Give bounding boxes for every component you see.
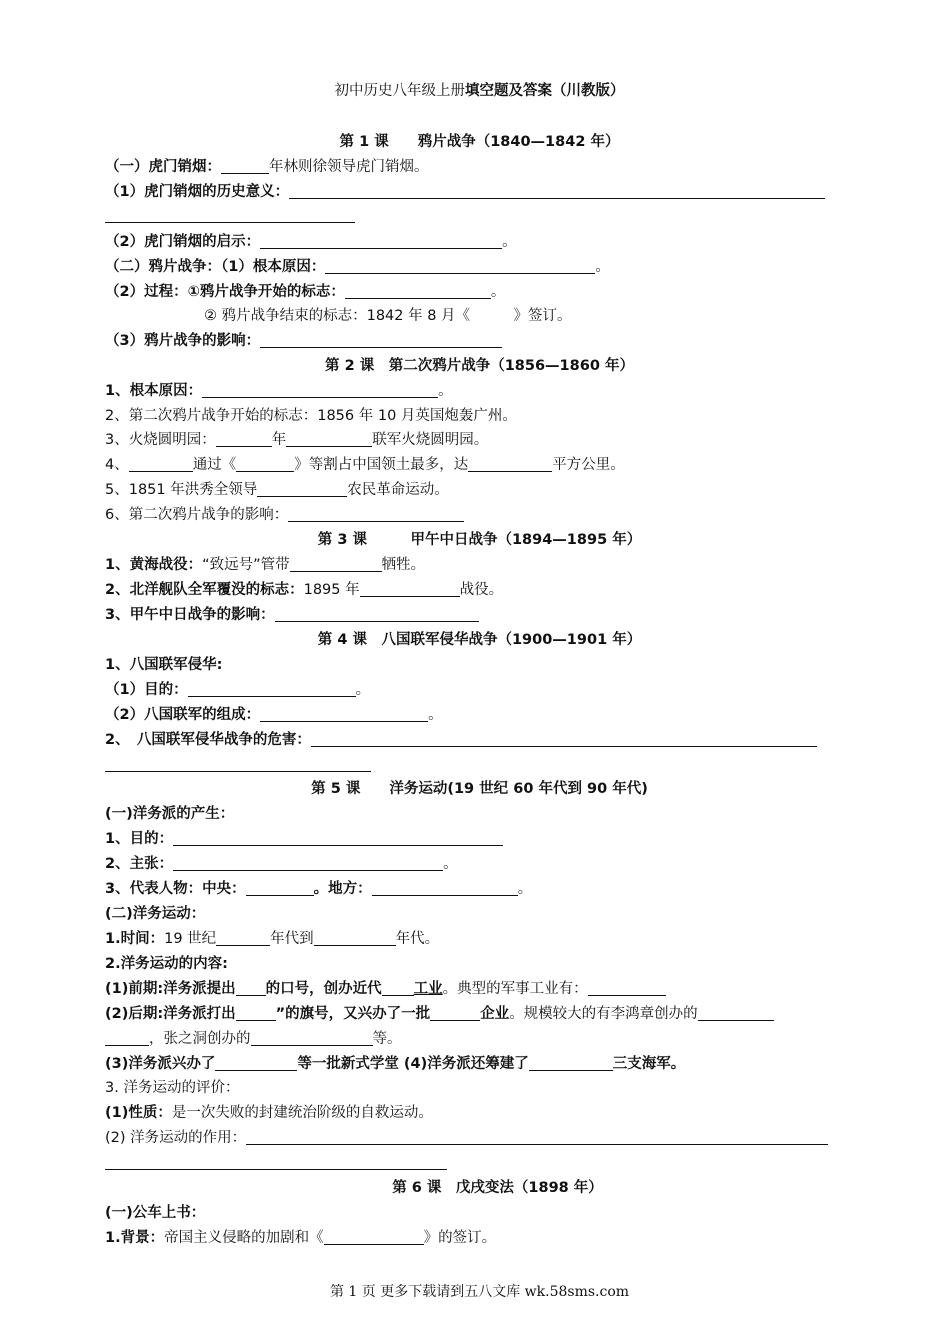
question-l2-4: 4、 通过《 》等割占中国领土最多，达 平方公里。 (105, 453, 854, 477)
question-l1-6: ② 鸦片战争结束的标志：1842 年 8 月《 》签订。 (204, 308, 572, 324)
question-l2-6: 6、第二次鸦片战争的影响： (105, 503, 854, 527)
question-l1-4: （二）鸦片战争：（1）根本原因： 。 (105, 255, 854, 279)
question-l1-3: （2）虎门销烟的启示： 。 (105, 230, 854, 254)
question-l5-9: (2)后期:洋务派打出 ”的旗号，又兴办了一批 企业。规模较大的有李鸿章创办的 (105, 1002, 854, 1026)
question-l5-7: 2.洋务运动的内容: (105, 956, 228, 972)
question-l5-3: 2、主张： 。 (105, 852, 854, 876)
question-l5-11: (3)洋务派兴办了 等一批新式学堂 (4)洋务派还筹建了 三支海军。 (105, 1052, 854, 1076)
question-l5-2: 1、目的： (105, 827, 854, 851)
question-l5-5: (二)洋务运动： (105, 906, 206, 922)
question-l1-7: （3）鸦片战争的影响： (105, 329, 854, 353)
lesson-2-heading: 第 2 课 第二次鸦片战争（1856—1860 年） (325, 358, 634, 374)
question-l3-1: 1、黄海战役：“致远号”管带 牺牲。 (105, 553, 854, 577)
question-l5-8: (1)前期:洋务派提出 的口号，创办近代 工业。典型的军事工业有： (105, 977, 854, 1001)
question-l2-1: 1、根本原因： 。 (105, 379, 854, 403)
page-footer: 第 1 页 更多下载请到五八文库 wk.58sms.com (329, 1284, 630, 1300)
lesson-6-heading: 第 6 课 戊戌变法（1898 年） (392, 1180, 603, 1196)
question-l6-2: 1.背景：帝国主义侵略的加剧和《 》的签订。 (105, 1226, 854, 1250)
question-l4-3: （2）八国联军的组成： 。 (105, 703, 854, 727)
question-l5-10: ，张之洞创办的 等。 (105, 1027, 854, 1051)
answer-line (105, 222, 355, 223)
lesson-5-heading: 第 5 课 洋务运动(19 世纪 60 年代到 90 年代) (311, 781, 648, 797)
question-l2-3: 3、火烧圆明园： 年 联军火烧圆明园。 (105, 428, 854, 452)
question-l5-14: (2) 洋务运动的作用： (105, 1126, 854, 1150)
question-l4-2: （1）目的： 。 (105, 678, 854, 702)
lesson-1-heading: 第 1 课 鸦片战争（1840—1842 年） (339, 134, 620, 150)
page-title: 初中历史八年级上册填空题及答案（川教版） (334, 83, 625, 99)
question-l6-1: (一)公车上书： (105, 1205, 206, 1221)
question-l1-2: （1）虎门销烟的历史意义： (105, 180, 854, 204)
answer-line (105, 1169, 447, 1170)
question-l1-1: （一）虎门销烟： 年林则徐领导虎门销烟。 (105, 155, 854, 179)
answer-line (105, 771, 371, 772)
question-l1-5: （2）过程：①鸦片战争开始的标志： 。 (105, 280, 854, 304)
question-l5-4: 3、代表人物：中央： 。地方： 。 (105, 877, 854, 901)
lesson-3-heading: 第 3 课 甲午中日战争（1894—1895 年） (317, 532, 642, 548)
question-l5-1: (一)洋务派的产生： (105, 806, 235, 822)
question-l4-1: 1、八国联军侵华: (105, 657, 223, 673)
question-l2-2: 2、第二次鸦片战争开始的标志：1856 年 10 月英国炮轰广州。 (105, 408, 517, 424)
question-l5-6: 1.时间：19 世纪 年代到 年代。 (105, 927, 854, 951)
question-l5-13: (1)性质：是一次失败的封建统治阶级的自救运动。 (105, 1105, 433, 1121)
question-l5-12: 3. 洋务运动的评价： (105, 1080, 240, 1096)
lesson-4-heading: 第 4 课 八国联军侵华战争（1900—1901 年） (317, 632, 642, 648)
question-l2-5: 5、1851 年洪秀全领导 农民革命运动。 (105, 478, 854, 502)
question-l3-3: 3、甲午中日战争的影响： (105, 603, 854, 627)
question-l4-4: 2、 八国联军侵华战争的危害： (105, 728, 854, 752)
question-l3-2: 2、北洋舰队全军覆没的标志：1895 年 战役。 (105, 578, 854, 602)
